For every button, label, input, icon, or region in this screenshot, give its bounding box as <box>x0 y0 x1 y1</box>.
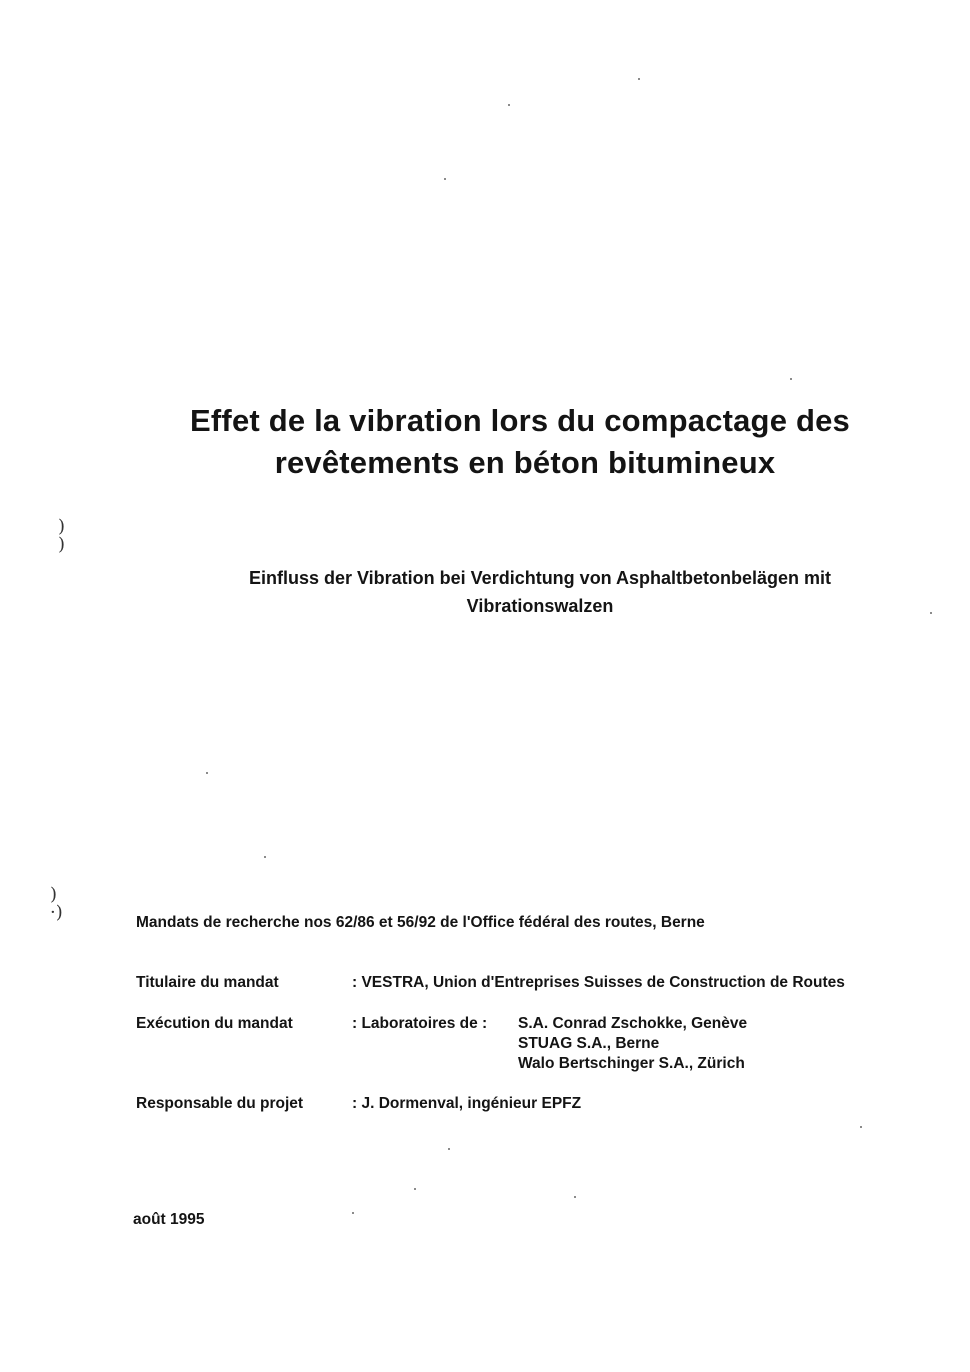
binder-hole-mark-top: ) ) <box>58 516 66 555</box>
research-mandates: Mandats de recherche nos 62/86 et 56/92 de l'Office fédéral des routes, Berne <box>136 914 705 931</box>
scan-speck <box>206 772 208 774</box>
scan-speck <box>638 78 640 80</box>
subtitle-line-2: Vibrationswalzen <box>466 596 614 616</box>
project-manager-label: Responsable du projet <box>136 1095 304 1112</box>
laboratories-prefix: : Laboratoires de : <box>352 1015 488 1032</box>
scan-speck <box>352 1212 354 1214</box>
title-line-1: Effet de la vibration lors du compactage des <box>190 403 850 438</box>
project-manager-value: : J. Dormenval, ingénieur EPFZ <box>352 1095 582 1112</box>
laboratories-list <box>518 1014 747 1074</box>
scan-speck <box>414 1188 416 1190</box>
document-subtitle <box>120 564 960 620</box>
scan-speck <box>860 1126 862 1128</box>
subtitle-line-1: Einfluss der Vibration bei Verdichtung von Asphaltbetonbelägen mit <box>248 568 832 588</box>
scan-speck <box>574 1196 576 1198</box>
laboratory-item: STUAG S.A., Berne <box>518 1035 660 1052</box>
title-line-2: revêtements en béton bitumineux <box>274 445 776 480</box>
document-date: août 1995 <box>133 1211 205 1228</box>
mandate-holder-value: : VESTRA, Union d'Entreprises Suisses de Construction de Routes <box>352 974 845 991</box>
scan-speck <box>790 378 792 380</box>
scan-speck <box>444 178 446 180</box>
document-title <box>120 400 920 484</box>
scan-speck <box>508 104 510 106</box>
mandate-execution-label: Exécution du mandat <box>136 1015 293 1032</box>
binder-hole-mark-bottom: ) ·) <box>50 884 63 923</box>
scan-speck <box>448 1148 450 1150</box>
laboratory-item: S.A. Conrad Zschokke, Genève <box>518 1015 748 1032</box>
laboratory-item: Walo Bertschinger S.A., Zürich <box>518 1055 745 1072</box>
scan-speck <box>264 856 266 858</box>
mandate-holder-label: Titulaire du mandat <box>136 974 279 991</box>
scan-speck <box>930 612 932 614</box>
